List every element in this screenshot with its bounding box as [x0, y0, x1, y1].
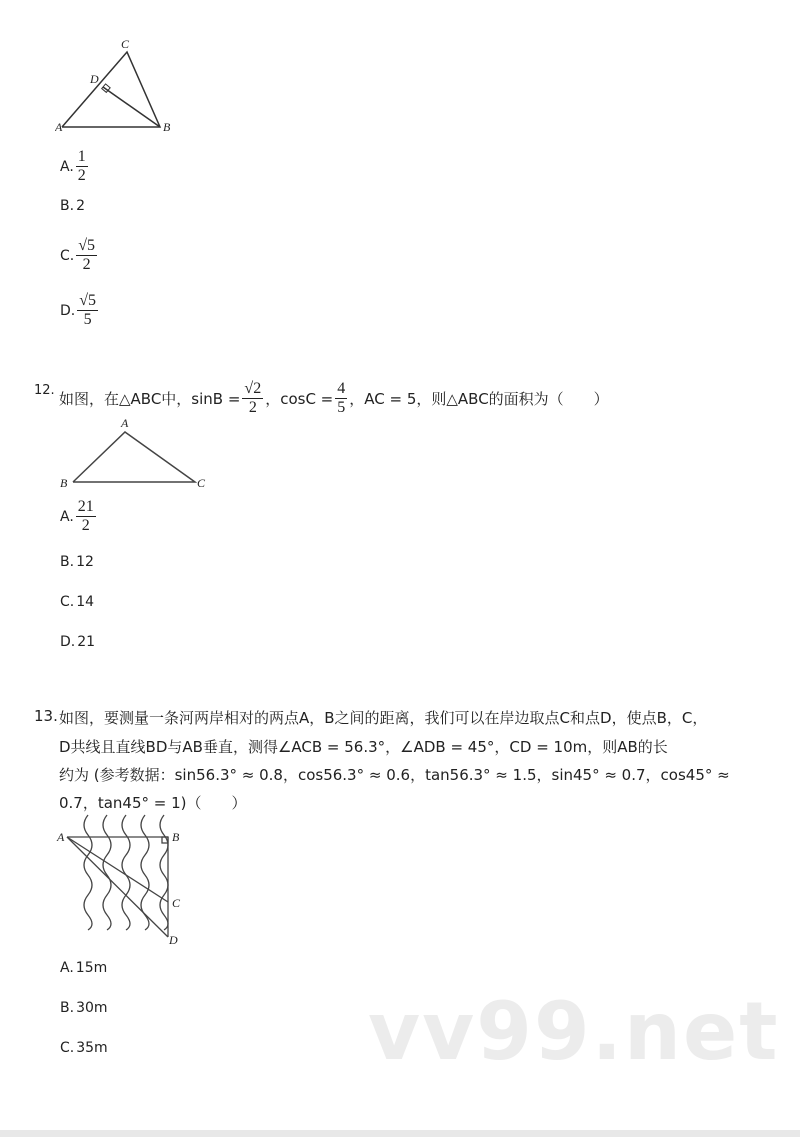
option-text: 21 [77, 634, 96, 650]
fraction: $\frac{√5}{2}$ [78, 237, 96, 273]
q12-option-a[interactable] [60, 498, 96, 535]
svg-text:B: B [163, 120, 171, 134]
option-label: D. [60, 634, 76, 650]
option-label: A. [60, 960, 74, 976]
q11-triangle-figure [55, 35, 185, 140]
svg-text:C: C [172, 896, 181, 910]
stem-text: 如图，在△ABC中，sinB = [59, 390, 241, 408]
q11-option-d[interactable] [60, 292, 98, 329]
svg-text:C: C [197, 476, 206, 490]
q13-option-a[interactable] [60, 960, 107, 976]
option-label: A. [60, 158, 74, 175]
option-text: 15m [75, 960, 108, 976]
q12-option-b[interactable] [60, 554, 94, 570]
option-text: 2 [76, 198, 85, 214]
fraction: $\frac{√5}{5}$ [79, 292, 97, 328]
q13-river-figure [55, 810, 195, 945]
option-label: B. [60, 198, 75, 214]
fraction: $\frac{1}{2}$ [77, 148, 86, 184]
q13-line-4: 0.7，tan45° = 1)（ ） [59, 794, 247, 812]
svg-text:D: D [90, 72, 99, 86]
q13-line-1: 如图，要测量一条河两岸相对的两点A，B之间的距离，我们可以在岸边取点C和点D，使点B，C， [59, 709, 708, 727]
option-label: C. [60, 1040, 75, 1056]
svg-text:D: D [169, 933, 178, 945]
svg-text:B: B [60, 476, 68, 490]
option-label: A. [60, 508, 74, 525]
q13-option-b[interactable] [60, 1000, 108, 1016]
fraction: $\frac{21}{2}$ [77, 498, 94, 534]
option-text: 30m [76, 1000, 108, 1016]
svg-text:A: A [55, 120, 63, 134]
fraction: $\frac{4}{5}$ [337, 380, 346, 416]
stem-text: ，AC = 5，则△ABC的面积为（ ） [349, 390, 609, 408]
stem-text: ，cosC = [265, 390, 334, 408]
option-text: 12 [76, 554, 94, 570]
q12-option-c[interactable] [60, 594, 94, 610]
option-text: 14 [76, 594, 95, 610]
q13-line-2: D共线且直线BD与AB垂直，测得∠ACB = 56.3°，∠ADB = 45°，CD = 10m，则AB的长 [59, 738, 668, 756]
q12-triangle-figure [55, 412, 215, 492]
q13-number: 13. [34, 707, 58, 725]
option-text: 35m [76, 1040, 108, 1056]
q12-option-d[interactable] [60, 634, 95, 650]
q12-number: 12. [34, 383, 55, 398]
fraction: $\frac{√2}{2}$ [244, 380, 262, 416]
option-label: C. [60, 594, 75, 610]
svg-text:A: A [121, 416, 129, 430]
q11-option-c[interactable] [60, 237, 97, 274]
option-label: C. [60, 247, 75, 264]
svg-text:C: C [121, 37, 130, 51]
svg-text:A: A [57, 830, 65, 844]
option-label: D. [60, 302, 76, 319]
watermark: vv99.net [368, 985, 780, 1078]
option-label: B. [60, 554, 75, 570]
q11-option-a[interactable] [60, 148, 88, 185]
svg-text:B: B [172, 830, 180, 844]
q11-option-b[interactable] [60, 198, 85, 214]
q13-option-c[interactable] [60, 1040, 108, 1056]
option-label: B. [60, 1000, 75, 1016]
page-bottom-edge [0, 1130, 800, 1137]
q13-line-3: 约为 (参考数据：sin56.3° ≈ 0.8，cos56.3° ≈ 0.6，tan56.3° ≈ 1.5，sin45° ≈ 0.7，cos45° ≈ [59, 766, 730, 784]
